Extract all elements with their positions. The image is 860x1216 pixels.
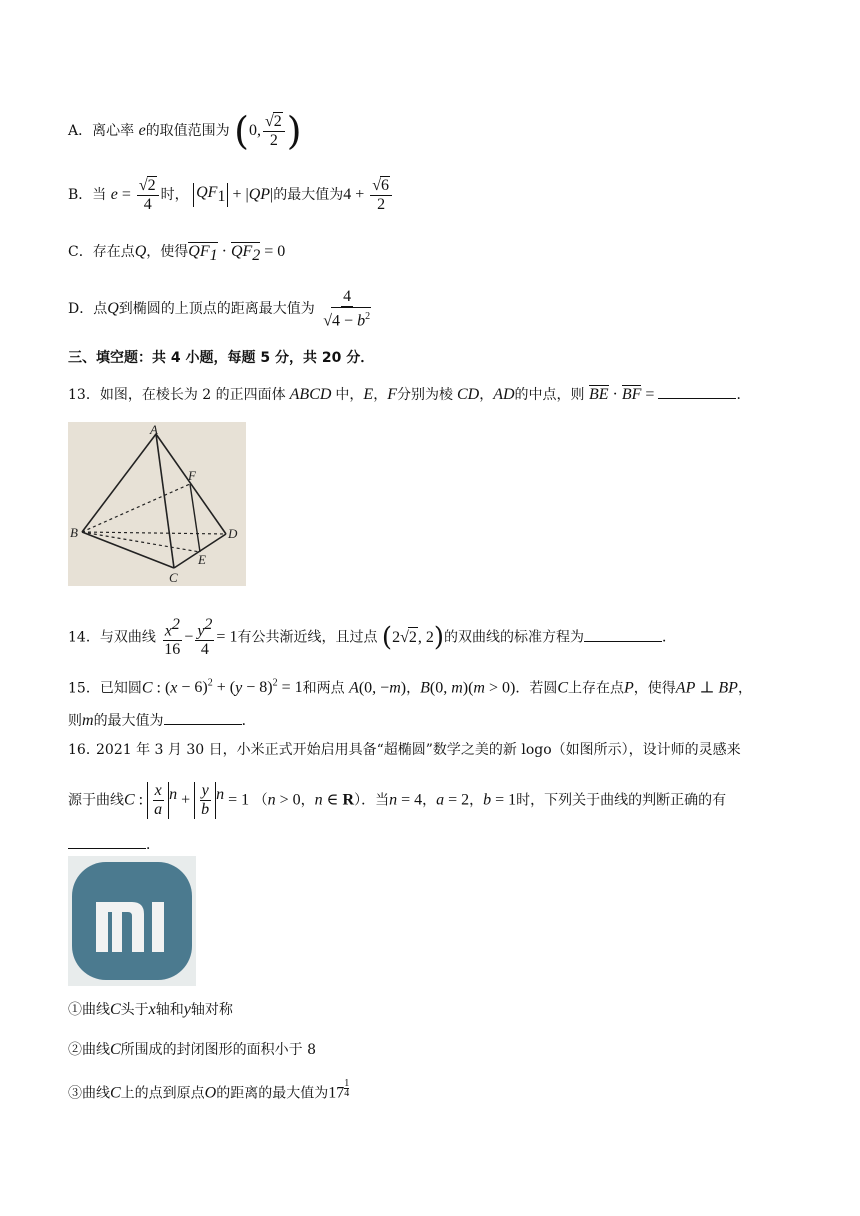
option-c: C．存在点Q，使得$QF_1 \cdot QF_2 = 0$ xyxy=(68,243,286,265)
question-16: 16． xyxy=(68,742,100,758)
vertex-label-a: A xyxy=(150,422,158,437)
statement-3: ③曲线C上的点到原点O的距离的最大值为17 $^{\frac{1}{4}}$ xyxy=(68,1078,350,1102)
question-14: 14．与双曲线 $\frac{x^2}{16}$ − $\frac{y^2}{4}$ = 1有公共渐近线，且过点 (2√2, 2)的双曲线的标准方程为 ． xyxy=(68,616,676,659)
option-b: B．当 e = $\frac{√2}{4}$ 时， $QF_1 + |QP|$的最大值为4 + $\frac{√6}{2}$ xyxy=(68,176,394,214)
statement-2: ②曲线C所围成的封闭图形的面积小于 8 xyxy=(68,1041,317,1058)
xiaomi-logo xyxy=(68,856,196,986)
question-16-blank: ． xyxy=(68,834,160,855)
statement-1: ①曲线C头于x轴和y轴对称 xyxy=(68,1001,233,1018)
question-13: 13．如图，在棱长为 2 的正四面体 ABCD 中，E，F分别为棱 CD，AD的中点，则 BE · BF = ． xyxy=(68,386,751,403)
vertex-label-f: F xyxy=(188,468,196,483)
vertex-label-d: D xyxy=(228,526,238,541)
tetrahedron-figure xyxy=(68,422,246,586)
question-15-line2: 则m的最大值为 ． xyxy=(68,712,256,729)
answer-blank xyxy=(658,384,736,399)
question-15: 15．已知圆C : $(x - 6)^2 + (y - 8)^2 = 1$和两点 A(0, −m)，B(0, m)(m > 0)．若圆C上存在点P，使得AP ⊥ BP， xyxy=(68,678,752,697)
question-16-text: 2021 年 3 月 30 日，小米正式开始启用具备“超椭圆”数学之美的新 logo（如图所示），设计师的灵感来 xyxy=(96,742,741,758)
vertex-label-b: B xyxy=(70,525,78,540)
question-16-line2: 源于曲线C : $\frac{x}{a}$ $^n$ + $\frac{y}{b}$ $^n$ = 1 （n > 0，n ∈ R）．当n = 4，a = 2，b = 1时，下列关于曲线的判断正确的有 xyxy=(68,782,727,818)
vertex-label-e: E xyxy=(198,552,206,567)
vertex-label-c: C xyxy=(169,570,178,585)
option-d: D．点Q到椭圆的上顶点的距离最大值为 $\frac{4}{√4 - b^2}$ xyxy=(68,288,371,330)
option-a: A．离心率 e的取值范围为 (0, $\frac{√2}{2}$ ) xyxy=(68,109,302,153)
section-heading: 三、填空题：共 4 小题，每题 5 分，共 20 分． xyxy=(68,350,375,366)
